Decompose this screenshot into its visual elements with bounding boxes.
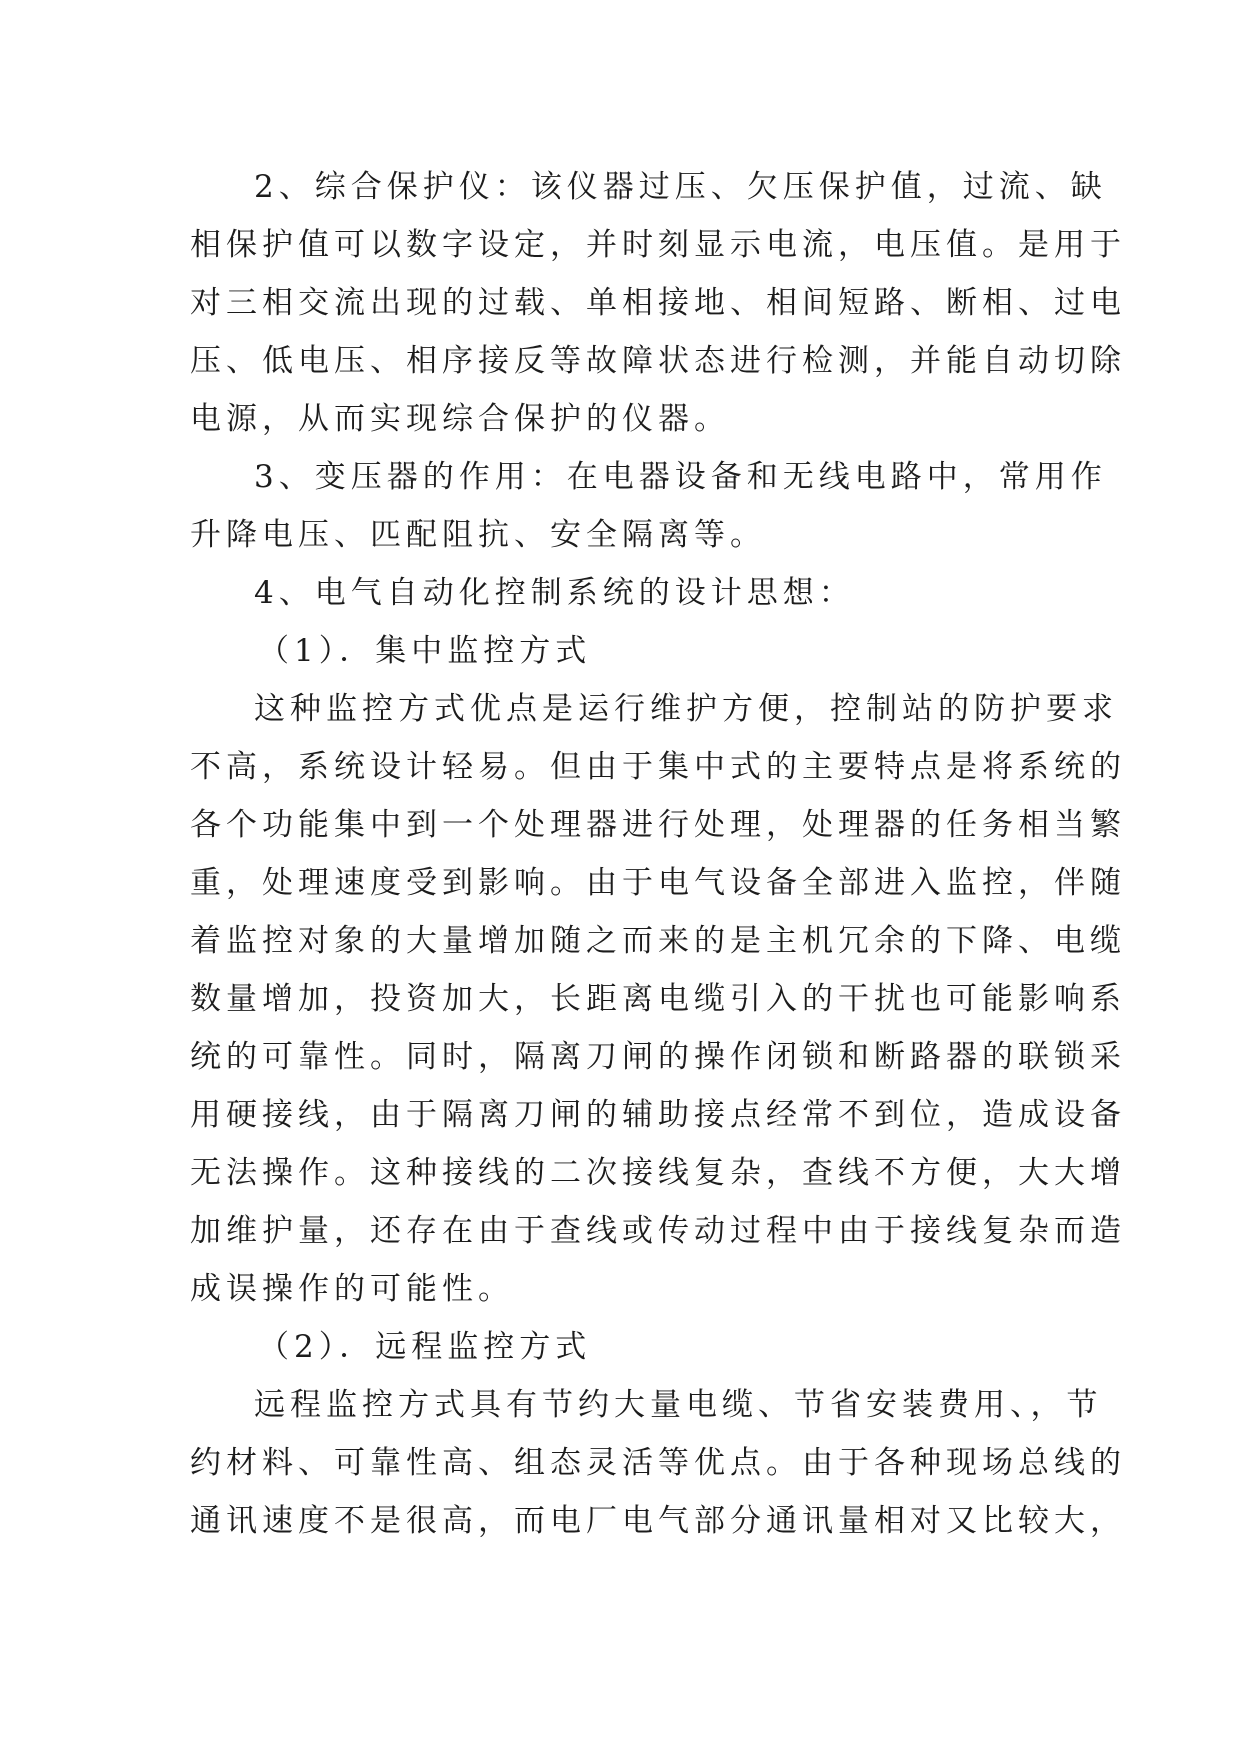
text-line: 成误操作的可能性。 xyxy=(190,1271,514,1307)
section-heading: （2）．远程监控方式 xyxy=(258,1329,592,1365)
text-line: 加维护量，还存在由于查线或传动过程中由于接线复杂而造 xyxy=(190,1213,1126,1249)
text-line: 数量增加，投资加大，长距离电缆引入的干扰也可能影响系 xyxy=(190,981,1126,1017)
text-line: 2、综合保护仪：该仪器过压、欠压保护值，过流、缺 xyxy=(254,169,1107,205)
text-line: 不高，系统设计轻易。但由于集中式的主要特点是将系统的 xyxy=(190,749,1126,785)
text-line: 约材料、可靠性高、组态灵活等优点。由于各种现场总线的 xyxy=(190,1445,1126,1481)
text-line: 这种监控方式优点是运行维护方便，控制站的防护要求 xyxy=(254,691,1118,727)
section-heading: （1）．集中监控方式 xyxy=(258,633,592,669)
text-line: 压、低电压、相序接反等故障状态进行检测，并能自动切除 xyxy=(190,343,1126,379)
text-line: 电源，从而实现综合保护的仪器。 xyxy=(190,401,730,437)
text-line: 4、电气自动化控制系统的设计思想： xyxy=(254,575,855,611)
text-line: 统的可靠性。同时，隔离刀闸的操作闭锁和断路器的联锁采 xyxy=(190,1039,1126,1075)
text-line: 着监控对象的大量增加随之而来的是主机冗余的下降、电缆 xyxy=(190,923,1126,959)
text-line: 用硬接线，由于隔离刀闸的辅助接点经常不到位，造成设备 xyxy=(190,1097,1126,1133)
text-line: 相保护值可以数字设定，并时刻显示电流，电压值。是用于 xyxy=(190,227,1126,263)
text-line: 3、变压器的作用：在电器设备和无线电路中，常用作 xyxy=(254,459,1107,495)
text-line: 无法操作。这种接线的二次接线复杂，查线不方便，大大增 xyxy=(190,1155,1126,1191)
text-line: 对三相交流出现的过载、单相接地、相间短路、断相、过电 xyxy=(190,285,1126,321)
text-line: 升降电压、匹配阻抗、安全隔离等。 xyxy=(190,517,766,553)
text-line: 各个功能集中到一个处理器进行处理，处理器的任务相当繁 xyxy=(190,807,1126,843)
document-body xyxy=(190,158,1126,1550)
text-line: 远程监控方式具有节约大量电缆、节省安装费用、，节 xyxy=(254,1387,1103,1423)
text-line: 重，处理速度受到影响。由于电气设备全部进入监控，伴随 xyxy=(190,865,1126,901)
text-line: 通讯速度不是很高，而电厂电气部分通讯量相对又比较大， xyxy=(190,1503,1126,1539)
